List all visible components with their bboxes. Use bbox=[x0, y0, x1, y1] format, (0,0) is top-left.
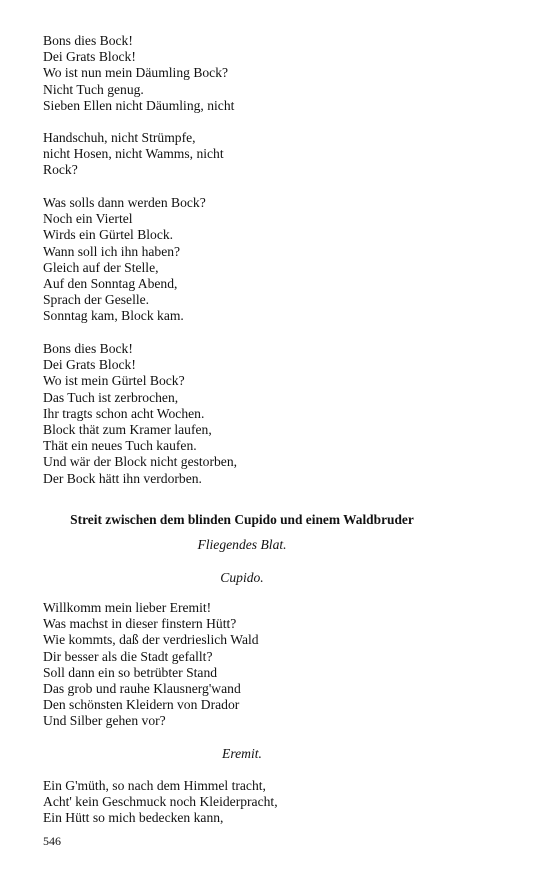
verse-line: Das Tuch ist zerbrochen, bbox=[43, 389, 179, 405]
verse-line: Wo ist mein Gürtel Bock? bbox=[43, 373, 185, 389]
stanza-1 bbox=[43, 33, 234, 114]
verse-line: Handschuh, nicht Strümpfe, bbox=[43, 130, 196, 145]
verse-line: Bons dies Bock! bbox=[43, 341, 133, 356]
verse-line: Dir besser als die Stadt gefallt? bbox=[43, 648, 213, 664]
source-note: Fliegendes Blat. bbox=[197, 537, 287, 552]
section-title: Streit zwischen dem blinden Cupido und einem Waldbruder bbox=[70, 512, 414, 527]
verse-line: Noch ein Viertel bbox=[43, 211, 133, 227]
stanza-3 bbox=[43, 195, 206, 325]
verse-line: Willkomm mein lieber Eremit! bbox=[43, 600, 212, 615]
speaker-label: Cupido. bbox=[220, 570, 264, 585]
verse-line: Wann soll ich ihn haben? bbox=[43, 243, 181, 259]
verse-line: Bons dies Bock! bbox=[43, 33, 133, 48]
verse-line: Dei Grats Block! bbox=[43, 49, 136, 65]
verse-line: Acht' kein Geschmuck noch Kleiderpracht, bbox=[43, 794, 278, 810]
verse-line: Und wär der Block nicht gestorben, bbox=[43, 454, 238, 470]
verse-line: Wirds ein Gürtel Block. bbox=[43, 227, 174, 243]
verse-line: Dei Grats Block! bbox=[43, 357, 136, 373]
verse-line: Der Bock hätt ihn verdorben. bbox=[43, 470, 202, 486]
speech-eremit bbox=[43, 778, 278, 827]
stanza-4 bbox=[43, 341, 237, 487]
verse-line: Wie kommts, daß der verdrieslich Wald bbox=[43, 632, 259, 648]
verse-line: Ein Hütt so mich bedecken kann, bbox=[43, 810, 224, 826]
verse-line: Thät ein neues Tuch kaufen. bbox=[43, 438, 197, 454]
verse-line: Was solls dann werden Bock? bbox=[43, 195, 206, 210]
verse-line: Wo ist nun mein Däumling Bock? bbox=[43, 65, 229, 81]
verse-line: Sprach der Geselle. bbox=[43, 292, 150, 308]
verse-line: Den schönsten Kleidern von Drador bbox=[43, 697, 240, 713]
verse-line: Block thät zum Kramer laufen, bbox=[43, 422, 212, 438]
verse-line: Soll dann ein so betrübter Stand bbox=[43, 664, 218, 680]
speech-cupido bbox=[43, 600, 259, 730]
stanza-2 bbox=[43, 130, 224, 179]
verse-line: Und Silber gehen vor? bbox=[43, 713, 166, 729]
verse-line: Auf den Sonntag Abend, bbox=[43, 276, 178, 292]
verse-line: Sonntag kam, Block kam. bbox=[43, 308, 184, 324]
verse-line: Gleich auf der Stelle, bbox=[43, 259, 159, 275]
page-number: 546 bbox=[43, 834, 61, 848]
verse-line: Ein G'müth, so nach dem Himmel tracht, bbox=[43, 778, 266, 793]
verse-line: Rock? bbox=[43, 162, 78, 178]
verse-line: Sieben Ellen nicht Däumling, nicht bbox=[43, 97, 235, 113]
verse-line: Das grob und rauhe Klausnerg'wand bbox=[43, 681, 241, 697]
verse-line: nicht Hosen, nicht Wamms, nicht bbox=[43, 146, 224, 162]
speaker-label: Eremit. bbox=[222, 746, 262, 761]
verse-line: Was machst in dieser finstern Hütt? bbox=[43, 616, 237, 632]
verse-line: Ihr tragts schon acht Wochen. bbox=[43, 405, 205, 421]
verse-line: Nicht Tuch genug. bbox=[43, 81, 144, 97]
